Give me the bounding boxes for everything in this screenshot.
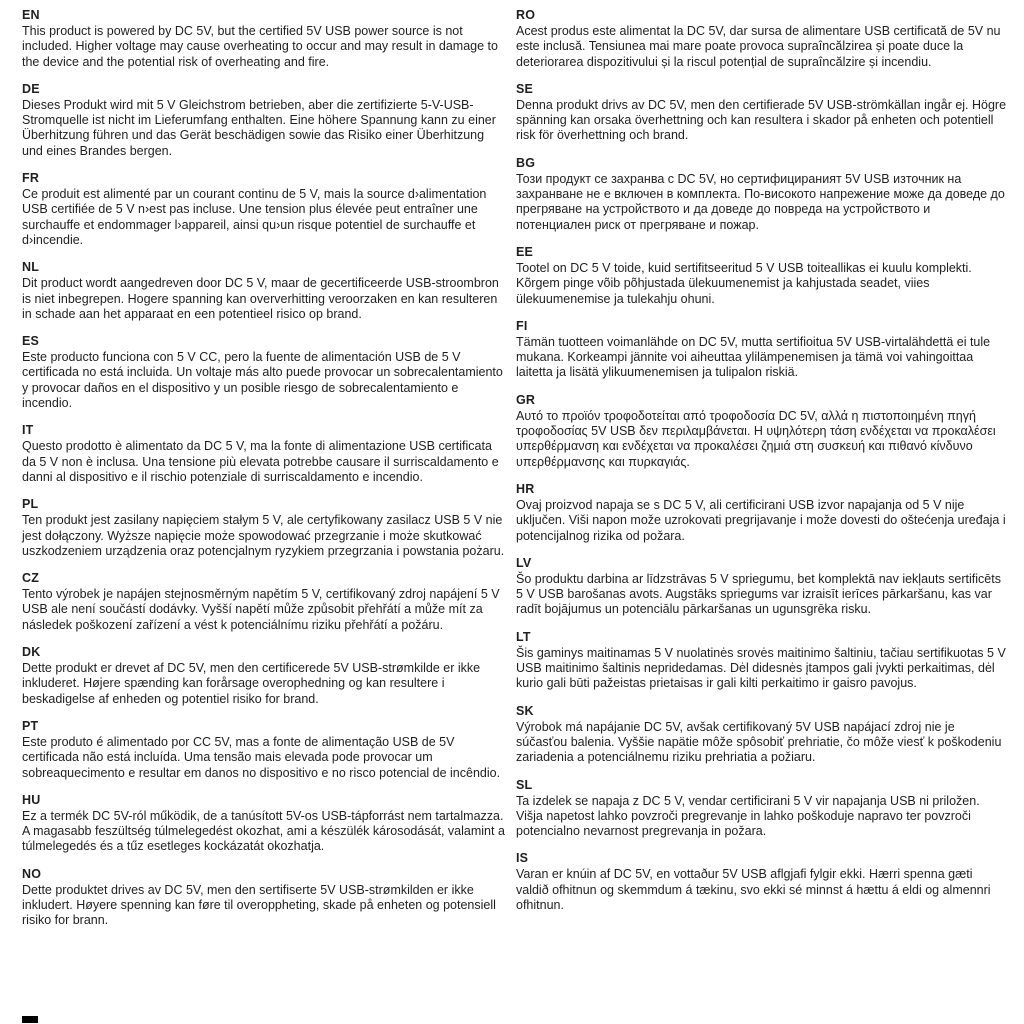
notice-is: [516, 851, 1008, 913]
notice-fi: [516, 319, 1008, 381]
language-code-hr: HR: [516, 481, 535, 496]
notice-text-fr: Ce produit est alimenté par un courant continu de 5 V, mais la source d›alimentation USB certifiée de 5 V n›est pas incluse. Une tension plus élevée peut entraîner une surchauffe et endommager l›appareil, ainsi qu›un risque potentiel de surchauffe et d›incendie.: [22, 187, 487, 247]
notice-text-pt: Este produto é alimentado por CC 5V, mas a fonte de alimentação USB de 5V certificada não está incluída. Uma tensão mais elevada pode provocar um sobreaquecimento e resultar em danos no dispositivo e no risco potencial de incêndio.: [22, 734, 501, 780]
notice-sk: [516, 704, 1008, 766]
notice-text-it: Questo prodotto è alimentato da DC 5 V, ma la fonte di alimentazione USB certificata da 5 V non è inclusa. Una tensione più elevata potrebbe causare il surriscaldamento e danni al dispositivo e il rischio potenziale di surriscaldamento e incendio.: [22, 439, 499, 484]
notice-text-is: Varan er knúin af DC 5V, en vottaður 5V USB aflgjafi fylgir ekki. Hærri spenna gæti valdið ofhitnun og skemmdum á tækinu, svo ekki sé minnst á hættu á eldi og almennri ofhitnun.: [516, 867, 991, 912]
notice-hu: [22, 793, 506, 855]
notice-sl: [516, 778, 1008, 840]
notice-text-sk: Výrobok má napájanie DC 5V, avšak certifikovaný 5V USB napájací zdroj nie je súčasťou balenia. Vyššie napätie môže spôsobiť prehriatie, čo môže viesť k poškodeniu zariadenia a potenciálnemu riziku prehriatia a požiaru.: [516, 719, 1002, 765]
language-code-ro: RO: [516, 8, 536, 22]
language-code-hu: HU: [22, 792, 41, 807]
notice-pl: [22, 497, 506, 559]
notice-text-ee: Tootel on DC 5 V toide, kuid sertifitseeritud 5 V USB toiteallikas ei kuulu komplekti. Kõrgem pinge võib põhjustada ülekuumenemist ja kahjustada seadet, viies ülekuumenemise ja tulekahju ohuni.: [516, 260, 972, 306]
language-code-is: IS: [516, 851, 529, 866]
notice-text-se: Denna produkt drivs av DC 5V, men den certifierade 5V USB-strömkällan ingår ej. Högre spänning kan orsaka överhettning och kan resultera i skador på enheten och potentiell risk för överhettning och brand.: [516, 97, 1007, 143]
notice-it: [22, 423, 506, 485]
language-code-en: EN: [22, 8, 40, 22]
notice-text-lt: Šis gaminys maitinamas 5 V nuolatinės srovės maitinimo šaltiniu, tačiau sertifikuotas 5 V USB maitinimo šaltinis nepridedamas. Dėl didesnės įtampos gali įvykti perkaitimas, dėl kurio gali būti pažeistas prietaisas ir gali kilti perkaitimo ir gaisro pavojus.: [516, 645, 1006, 691]
notice-nl: [22, 260, 506, 322]
notice-text-hu: Ez a termék DC 5V-ról működik, de a tanúsított 5V-os USB-tápforrást nem tartalmazza. A magasabb feszültség túlmelegedést okozhat, ami a készülék károsodását, valamint a túlmelegedés és a tűz esetleges kockázatát okozhatja.: [22, 808, 505, 854]
notice-lt: [516, 630, 1008, 692]
language-code-gr: GR: [516, 392, 536, 407]
language-code-nl: NL: [22, 260, 40, 275]
language-code-no: NO: [22, 866, 42, 881]
language-code-sl: SL: [516, 777, 533, 792]
notice-lv: [516, 556, 1008, 618]
notice-hr: [516, 482, 1008, 544]
notice-text-sl: Ta izdelek se napaja z DC 5 V, vendar certificirani 5 V vir napajanja USB ni priložen. Višja napetost lahko povzroči pregrevanje in lahko poškoduje napravo ter povzroči potencialno nevarnost pregrevanja in požara.: [516, 793, 980, 839]
language-code-pl: PL: [22, 497, 39, 512]
language-code-cz: CZ: [22, 571, 40, 586]
language-code-lv: LV: [516, 555, 532, 570]
language-code-bg: BG: [516, 155, 536, 170]
notice-text-lv: Šo produktu darbina ar līdzstrāvas 5 V spriegumu, bet komplektā nav iekļauts sertificēts 5 V USB barošanas avots. Augstāks spriegums var izraisīt ierīces pārkaršanu, kas var radīt bojājumus un potenciālu pārkaršanas un ugunsgrēka risku.: [516, 571, 1001, 617]
notice-text-bg: Този продукт се захранва с DC 5V, но сертифицираният 5V USB източник на захранване не е включен в комплекта. По-високото напрежение може да доведе до прегряване на устройството и да доведе до повреда на устройството и потенциален риск от прегряване и пожар.: [516, 171, 1005, 232]
notice-en: [22, 8, 506, 70]
notice-text-nl: Dit product wordt aangedreven door DC 5 V, maar de gecertificeerde USB-stroombron is niet inbegrepen. Hogere spanning kan oververhitting veroorzaken en kan resulteren in schade aan het apparaat en een potentieel risico op brand.: [22, 276, 499, 321]
column-left: [22, 8, 506, 1024]
notice-text-cz: Tento výrobek je napájen stejnosměrným napětím 5 V, certifikovaný zdroj napájení 5 V USB ale není součástí dodávky. Vyšší napětí může způsobit přehřátí a může mít za následek poškození zařízení a vést k potenciálnímu riziku přehřátí a požáru.: [22, 587, 500, 632]
language-code-dk: DK: [22, 645, 41, 660]
notice-text-fi: Tämän tuotteen voimanlähde on DC 5V, mutta sertifioitua 5V USB-virtalähdettä ei tule mukana. Korkeampi jännite voi aiheuttaa ylilämpenemisen ja tämä voi vahingoittaa laitetta ja lisätä ylikuumenemisen ja tulipalon riskiä.: [516, 334, 991, 380]
notice-text-en: This product is powered by DC 5V, but the certified 5V USB power source is not included. Higher voltage may cause overheating to occur and may result in damage to the device and the potential risk of overheating and fire.: [22, 24, 498, 69]
notice-text-hr: Ovaj proizvod napaja se s DC 5 V, ali certificirani USB izvor napajanja od 5 V nije uključen. Viši napon može uzrokovati pregrijavanje i može dovesti do oštećenja uređaja i potencijalnog rizika od požara.: [516, 497, 1006, 543]
notice-text-pl: Ten produkt jest zasilany napięciem stałym 5 V, ale certyfikowany zasilacz USB 5 V nie jest dołączony. Wyższe napięcie może spowodować przegrzanie i może skutkować uszkodzeniem urządzenia oraz potencjalnym ryzykiem przegrzania i powstania pożaru.: [22, 513, 505, 558]
notice-dk: [22, 645, 506, 707]
language-code-de: DE: [22, 81, 40, 96]
notice-gr: [516, 393, 1008, 470]
language-code-fr: FR: [22, 171, 40, 186]
language-code-fi: FI: [516, 318, 528, 333]
notice-cz: [22, 571, 506, 633]
notice-ee: [516, 245, 1008, 307]
notice-es: [22, 334, 506, 411]
notice-text-de: Dieses Produkt wird mit 5 V Gleichstrom betrieben, aber die zertifizierte 5-V-USB-Stromquelle ist nicht im Lieferumfang enthalten. Eine höhere Spannung kann zu einer Überhitzung führen und das Gerät beschädigen sowie das Risiko einer Überhitzung und eines Brandes bergen.: [22, 97, 496, 158]
notice-text-gr: Αυτό το προϊόν τροφοδοτείται από τροφοδοσία DC 5V, αλλά η πιστοποιημένη πηγή τροφοδοσίας 5V USB δεν περιλαμβάνεται. Η υψηλότερη τάση ενδέχεται να προκαλέσει υπερθέρμανση και ενδέχεται να προκαλέσει ζημιά στη συσκευή και πιθανό κίνδυνο υπερθέρμανσης και πυρκαγιάς.: [516, 408, 996, 469]
notice-de: [22, 82, 506, 159]
language-code-pt: PT: [22, 718, 39, 733]
column-right: [516, 8, 1008, 1024]
language-code-sk: SK: [516, 703, 534, 718]
notice-bg: [516, 156, 1008, 233]
language-code-ee: EE: [516, 244, 534, 259]
notice-text-no: Dette produktet drives av DC 5V, men den sertifiserte 5V USB-strømkilden er ikke inkludert. Høyere spenning kan føre til overoppheting, skade på enheten og potensiell risiko for brann.: [22, 882, 496, 928]
notice-no: [22, 867, 506, 929]
notice-text-es: Este producto funciona con 5 V CC, pero la fuente de alimentación USB de 5 V certificada no está incluida. Un voltaje más alto puede provocar un sobrecalentamiento y provocar daños en el dispositivo y un posible riesgo de sobrecalentamiento e incendio.: [22, 350, 503, 411]
notice-text-dk: Dette produkt er drevet af DC 5V, men den certificerede 5V USB-strømkilde er ikke inkluderet. Højere spænding kan forårsage overophedning og kan resultere i beskadigelse af enheden og potentiel risiko for brand.: [22, 661, 481, 706]
notice-se: [516, 82, 1008, 144]
page-corner-mark: [22, 1016, 38, 1023]
notice-pt: [22, 719, 506, 781]
language-code-se: SE: [516, 81, 534, 96]
notice-text-ro: Acest produs este alimentat la DC 5V, dar sursa de alimentare USB certificată de 5V nu este inclusă. Tensiunea mai mare poate provoca supraîncălzirea și poate duce la deteriorarea dispozitivului și la riscul potențial de supraîncălzire și incendiu.: [516, 24, 1001, 69]
notice-fr: [22, 171, 506, 248]
language-code-it: IT: [22, 423, 34, 438]
language-code-lt: LT: [516, 629, 531, 644]
language-code-es: ES: [22, 334, 40, 349]
notice-ro: [516, 8, 1008, 70]
